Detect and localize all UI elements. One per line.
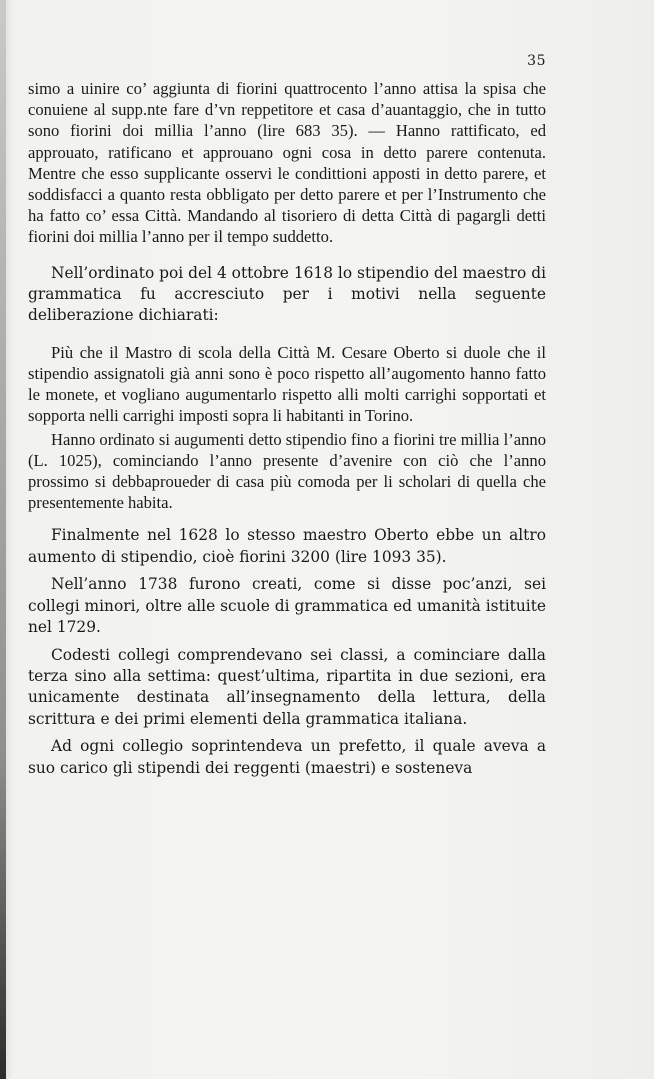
page-number: 35 [527, 53, 546, 69]
paragraph-quoted-oberto-request: Più che il Mastro di scola della Città M. Cesare Oberto si duole che il stipendio assignatoli già anni sono è poco rispetto all’augomento hanno fatto le monete, et vogliano augumentarlo rispetto alli molti carrighi sopportati et sopporta nelli carrighi imposti sopra li habitanti in Torino. [28, 342, 546, 426]
paragraph-ordinato-1618: Nell’ordinato poi del 4 ottobre 1618 lo stipendio del maestro di grammatica fu accresciuto per i motivi nella seguente deliberazione dichiarati: [28, 263, 546, 325]
paragraph-1738-collegi: Nell’anno 1738 furono creati, come si disse poc’anzi, sei collegi minori, oltre alle scuole di grammatica ed umanità istituite nel 1729. [28, 575, 546, 637]
paragraph-prefetto: Ad ogni collegio soprintendeva un prefetto, il quale aveva a suo carico gli stipendi dei reggenti (maestri) e sosteneva [28, 737, 546, 777]
book-spine-edge [0, 0, 6, 1079]
paragraph-classi: Codesti collegi comprendevano sei classi, a cominciare dalla terza sino alla settima: quest’ultima, ripartita in due sezioni, era unicamente destinata all’insegnamento della lettura, della scrittura e dei primi elementi della grammatica italiana. [28, 645, 546, 728]
paragraph-quoted-stipend-increase: Hanno ordinato si augumenti detto stipendio fino a fiorini tre millia l’anno (L. 1025), cominciando l’anno presente d’avenire con ciò che l’anno prossimo si debbaproueder di casa più comoda per li scholari di quella che presentemente habita. [28, 429, 546, 513]
page-body [28, 78, 546, 779]
paragraph-1628-increase: Finalmente nel 1628 lo stesso maestro Oberto ebbe un altro aumento di stipendio, cioè fiorini 3200 (lire 1093 35). [28, 526, 546, 566]
paragraph-quoted-deliberation-end: simo a uinire co’ aggiunta di fiorini quattrocento l’anno attisa la spisa che conuiene al supp.nte fare d’vn reppetitore et casa d’auantaggio, che in tutto sono fiorini doi millia l’anno (lire 683 35). — Hanno rattificato, ed approuato, ratificano et approuano ogni cosa in detto parere contenuta. Mentre che esso supplicante osservi le condittioni apposti in detto parere, et soddisfacci a quanto resta obbligato per detto parere et per l’Instrumento che ha fatto co’ essa Città. Mandando al tisoriero di detta Città di pagargli detti fiorini doi millia l’anno per il tempo suddetto. [28, 79, 546, 247]
